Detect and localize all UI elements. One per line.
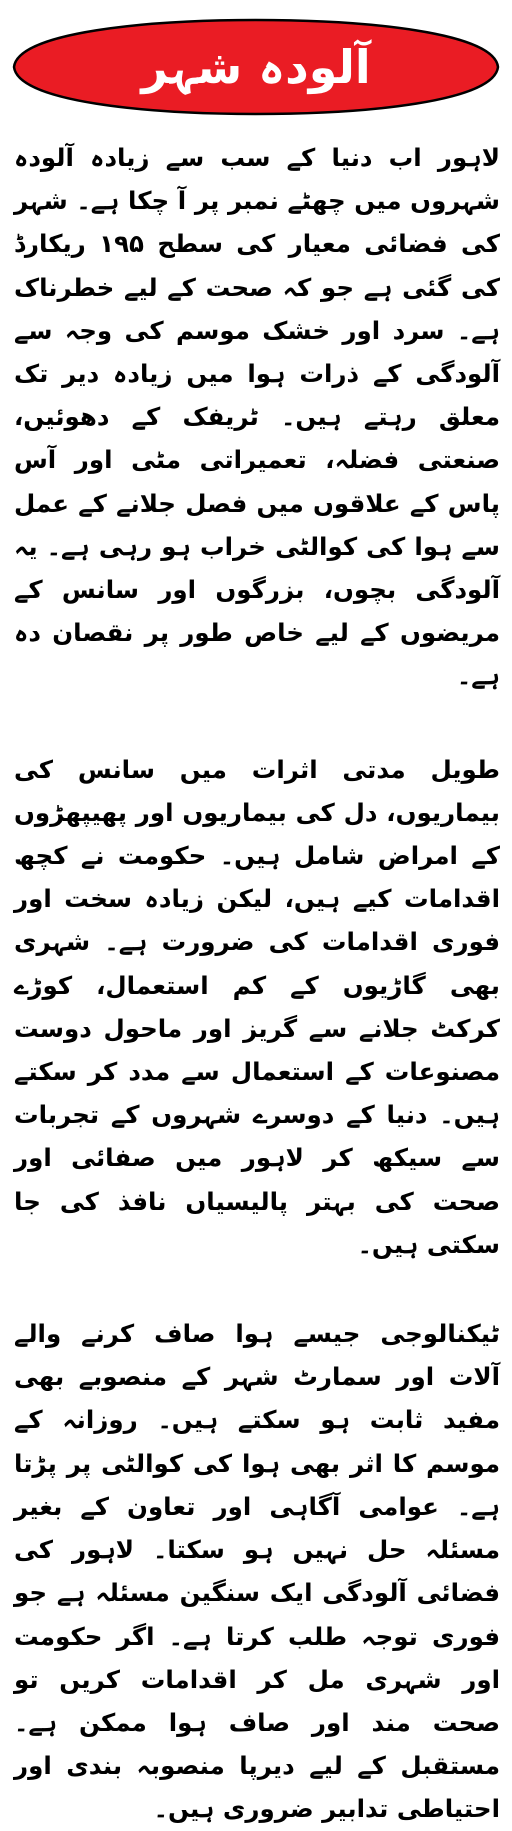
paragraph-1: لاہور اب دنیا کے سب سے زیادہ آلودہ شہروں میں چھٹے نمبر پر آ چکا ہے۔ شہر کی فضائی معیار کی سطح ۱۹۵ ریکارڈ کی گئی ہے جو کہ صحت کے لیے خطرناک ہے۔ سرد اور خشک موسم کی وجہ سے آلودگی کے ذرات ہوا میں زیادہ دیر تک معلق رہتے ہیں۔ ٹریفک کے دھوئیں، صنعتی فضلہ، تعمیراتی مٹی اور آس پاس کے علاقوں میں فصل جلانے کے عمل سے ہوا کی کوالٹی خراب ہو رہی ہے۔ یہ آلودگی بچوں، بزرگوں اور سانس کے مریضوں کے لیے خاص طور پر نقصان دہ ہے۔: [14, 143, 501, 691]
article-body: [14, 128, 500, 1831]
title-banner: [8, 14, 504, 120]
paragraph-3: ٹیکنالوجی جیسے ہوا صاف کرنے والے آلات اور سمارٹ شہر کے منصوبے بھی مفید ثابت ہو سکتے ہیں۔ روزانہ کے موسم کا اثر بھی ہوا کی کوالٹی پر پڑتا ہے۔ عوامی آگاہی اور تعاون کے بغیر مسئلہ حل نہیں ہو سکتا۔ لاہور کی فضائی آلودگی ایک سنگین مسئلہ ہے جو فوری توجہ طلب کرتا ہے۔ اگر حکومت اور شہری مل کر اقدامات کریں تو صحت مند اور صاف ہوا ممکن ہے۔ مستقبل کے لیے دیرپا منصوبہ بندی اور احتیاطی تدابیر ضروری ہیں۔: [14, 1319, 500, 1824]
paragraph-2: طویل مدتی اثرات میں سانس کی بیماریوں، دل کی بیماریوں اور پھیپھڑوں کے امراض شامل ہیں۔ حکومت نے کچھ اقدامات کیے ہیں، لیکن زیادہ سخت اور فوری اقدامات کی ضرورت ہے۔ شہری بھی گاڑیوں کے کم استعمال، کوڑے کرکٹ جلانے سے گریز اور ماحول دوست مصنوعات کے استعمال سے مدد کر سکتے ہیں۔ دنیا کے دوسرے شہروں کے تجربات سے سیکھ کر لاہور میں صفائی اور صحت کی بہتر پالیسیاں نافذ کی جا سکتی ہیں۔: [14, 754, 500, 1259]
page-title: آلودہ شہر: [141, 40, 371, 94]
